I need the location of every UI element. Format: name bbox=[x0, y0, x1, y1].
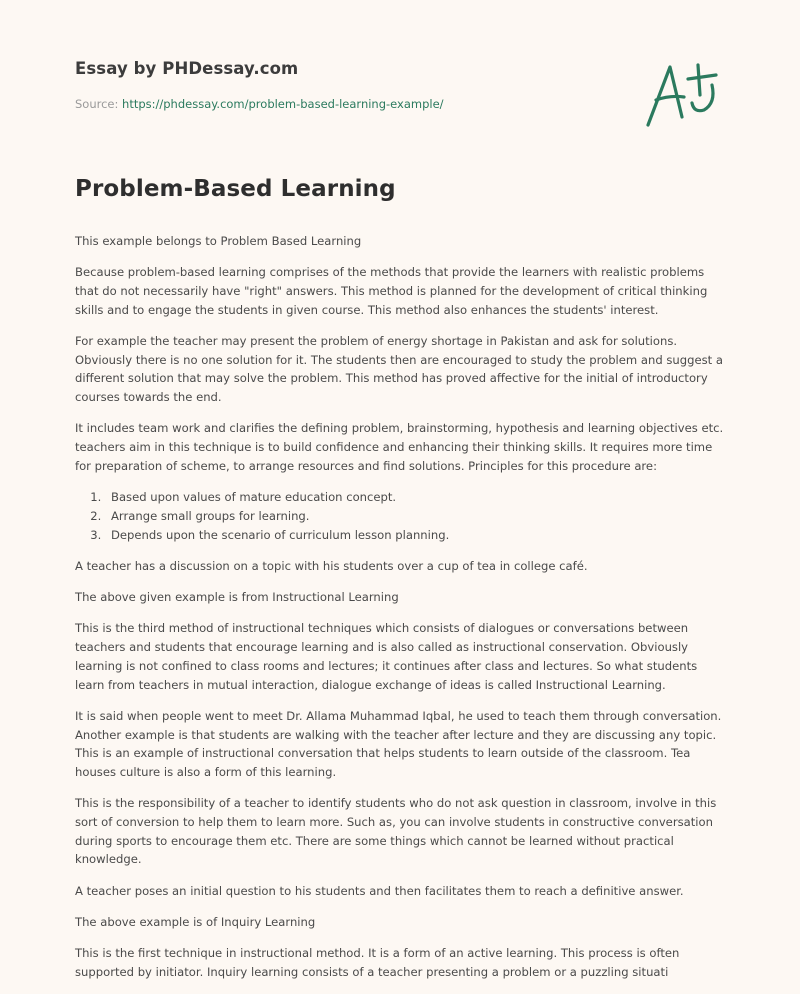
a-plus-logo bbox=[640, 55, 730, 135]
paragraph: This is the third method of instructional techniques which consists of dialogues or conversations between teachers and students that encourage learning and is also called as instructional conservation. Obviously learning is not confined to class rooms and lectures; it continues after class and lectures. So what students learn from teachers in mutual interaction, dialogue exchange of ideas is called Instructional Learning. bbox=[75, 621, 698, 692]
paragraph: For example the teacher may present the problem of energy shortage in Pakistan and ask for solutions. Obviously there is no one solution for it. The students then are encouraged to study the problem and suggest a different solution that may solve the problem. This method has proved affective for the initial of introductory courses towards the end. bbox=[75, 334, 724, 405]
paragraph: The above example is of Inquiry Learning bbox=[75, 914, 316, 929]
header bbox=[75, 59, 635, 111]
list-item: 2. Arrange small groups for learning. bbox=[105, 507, 729, 526]
source-line bbox=[75, 97, 444, 111]
article bbox=[75, 176, 729, 994]
logo-plus-horizontal bbox=[688, 75, 716, 79]
page-title: Problem-Based Learning bbox=[75, 176, 396, 202]
paragraph: It is said when people went to meet Dr. Allama Muhammad Iqbal, he used to teach them through conversation. Another example is that students are walking with the teacher after lecture and they are discussing any topic. This is an example of instructional conversation that helps students to learn outside of the classroom. Tea houses culture is also a form of this learning. bbox=[75, 708, 722, 779]
logo-plus-vertical bbox=[698, 65, 700, 95]
logo-swirl bbox=[692, 85, 713, 111]
source-link[interactable]: https://phdessay.com/problem-based-learning-example/ bbox=[122, 97, 444, 111]
source-label: Source: bbox=[75, 97, 123, 111]
paragraph: Because problem-based learning comprises of the methods that provide the learners with realistic problems that do not necessarily have "right" answers. This method is planned for the development of critical thinking skills and to engage the students in given course. This method also enhances the students' interest. bbox=[75, 265, 708, 317]
paragraph: It includes team work and clarifies the defining problem, brainstorming, hypothesis and learning objectives etc. teachers aim in this technique is to build confidence and enhancing their thinking skills. It requires more time for preparation of scheme, to arrange resources and find solutions. Principles for this procedure are: bbox=[75, 421, 724, 473]
paragraph: A teacher poses an initial question to his students and then facilitates them to reach a definitive answer. bbox=[75, 883, 684, 898]
list-item: 1. Based upon values of mature education concept. bbox=[105, 488, 729, 507]
paragraph: The above given example is from Instructional Learning bbox=[75, 590, 399, 605]
paragraph: This is the responsibility of a teacher to identify students who do not ask question in classroom, involve in this sort of conversion to help them to learn more. Such as, you can involve students in constructive conversation during sports to encourage them etc. There are some things which cannot be learned without practical knowledge. bbox=[75, 796, 717, 867]
paragraph: This is the first technique in instructional method. It is a form of an active learning. This process is often supported by initiator. Inquiry learning consists of a teacher presenting a problem or a puzzling situati bbox=[75, 946, 680, 979]
list-item: 3. Depends upon the scenario of curriculum lesson planning. bbox=[105, 526, 729, 545]
paragraph: A teacher has a discussion on a topic with his students over a cup of tea in college café. bbox=[75, 558, 588, 573]
brand-title: Essay by PHDessay.com bbox=[75, 59, 299, 78]
paragraph: This example belongs to Problem Based Learning bbox=[75, 234, 362, 248]
principles-list bbox=[75, 488, 729, 544]
